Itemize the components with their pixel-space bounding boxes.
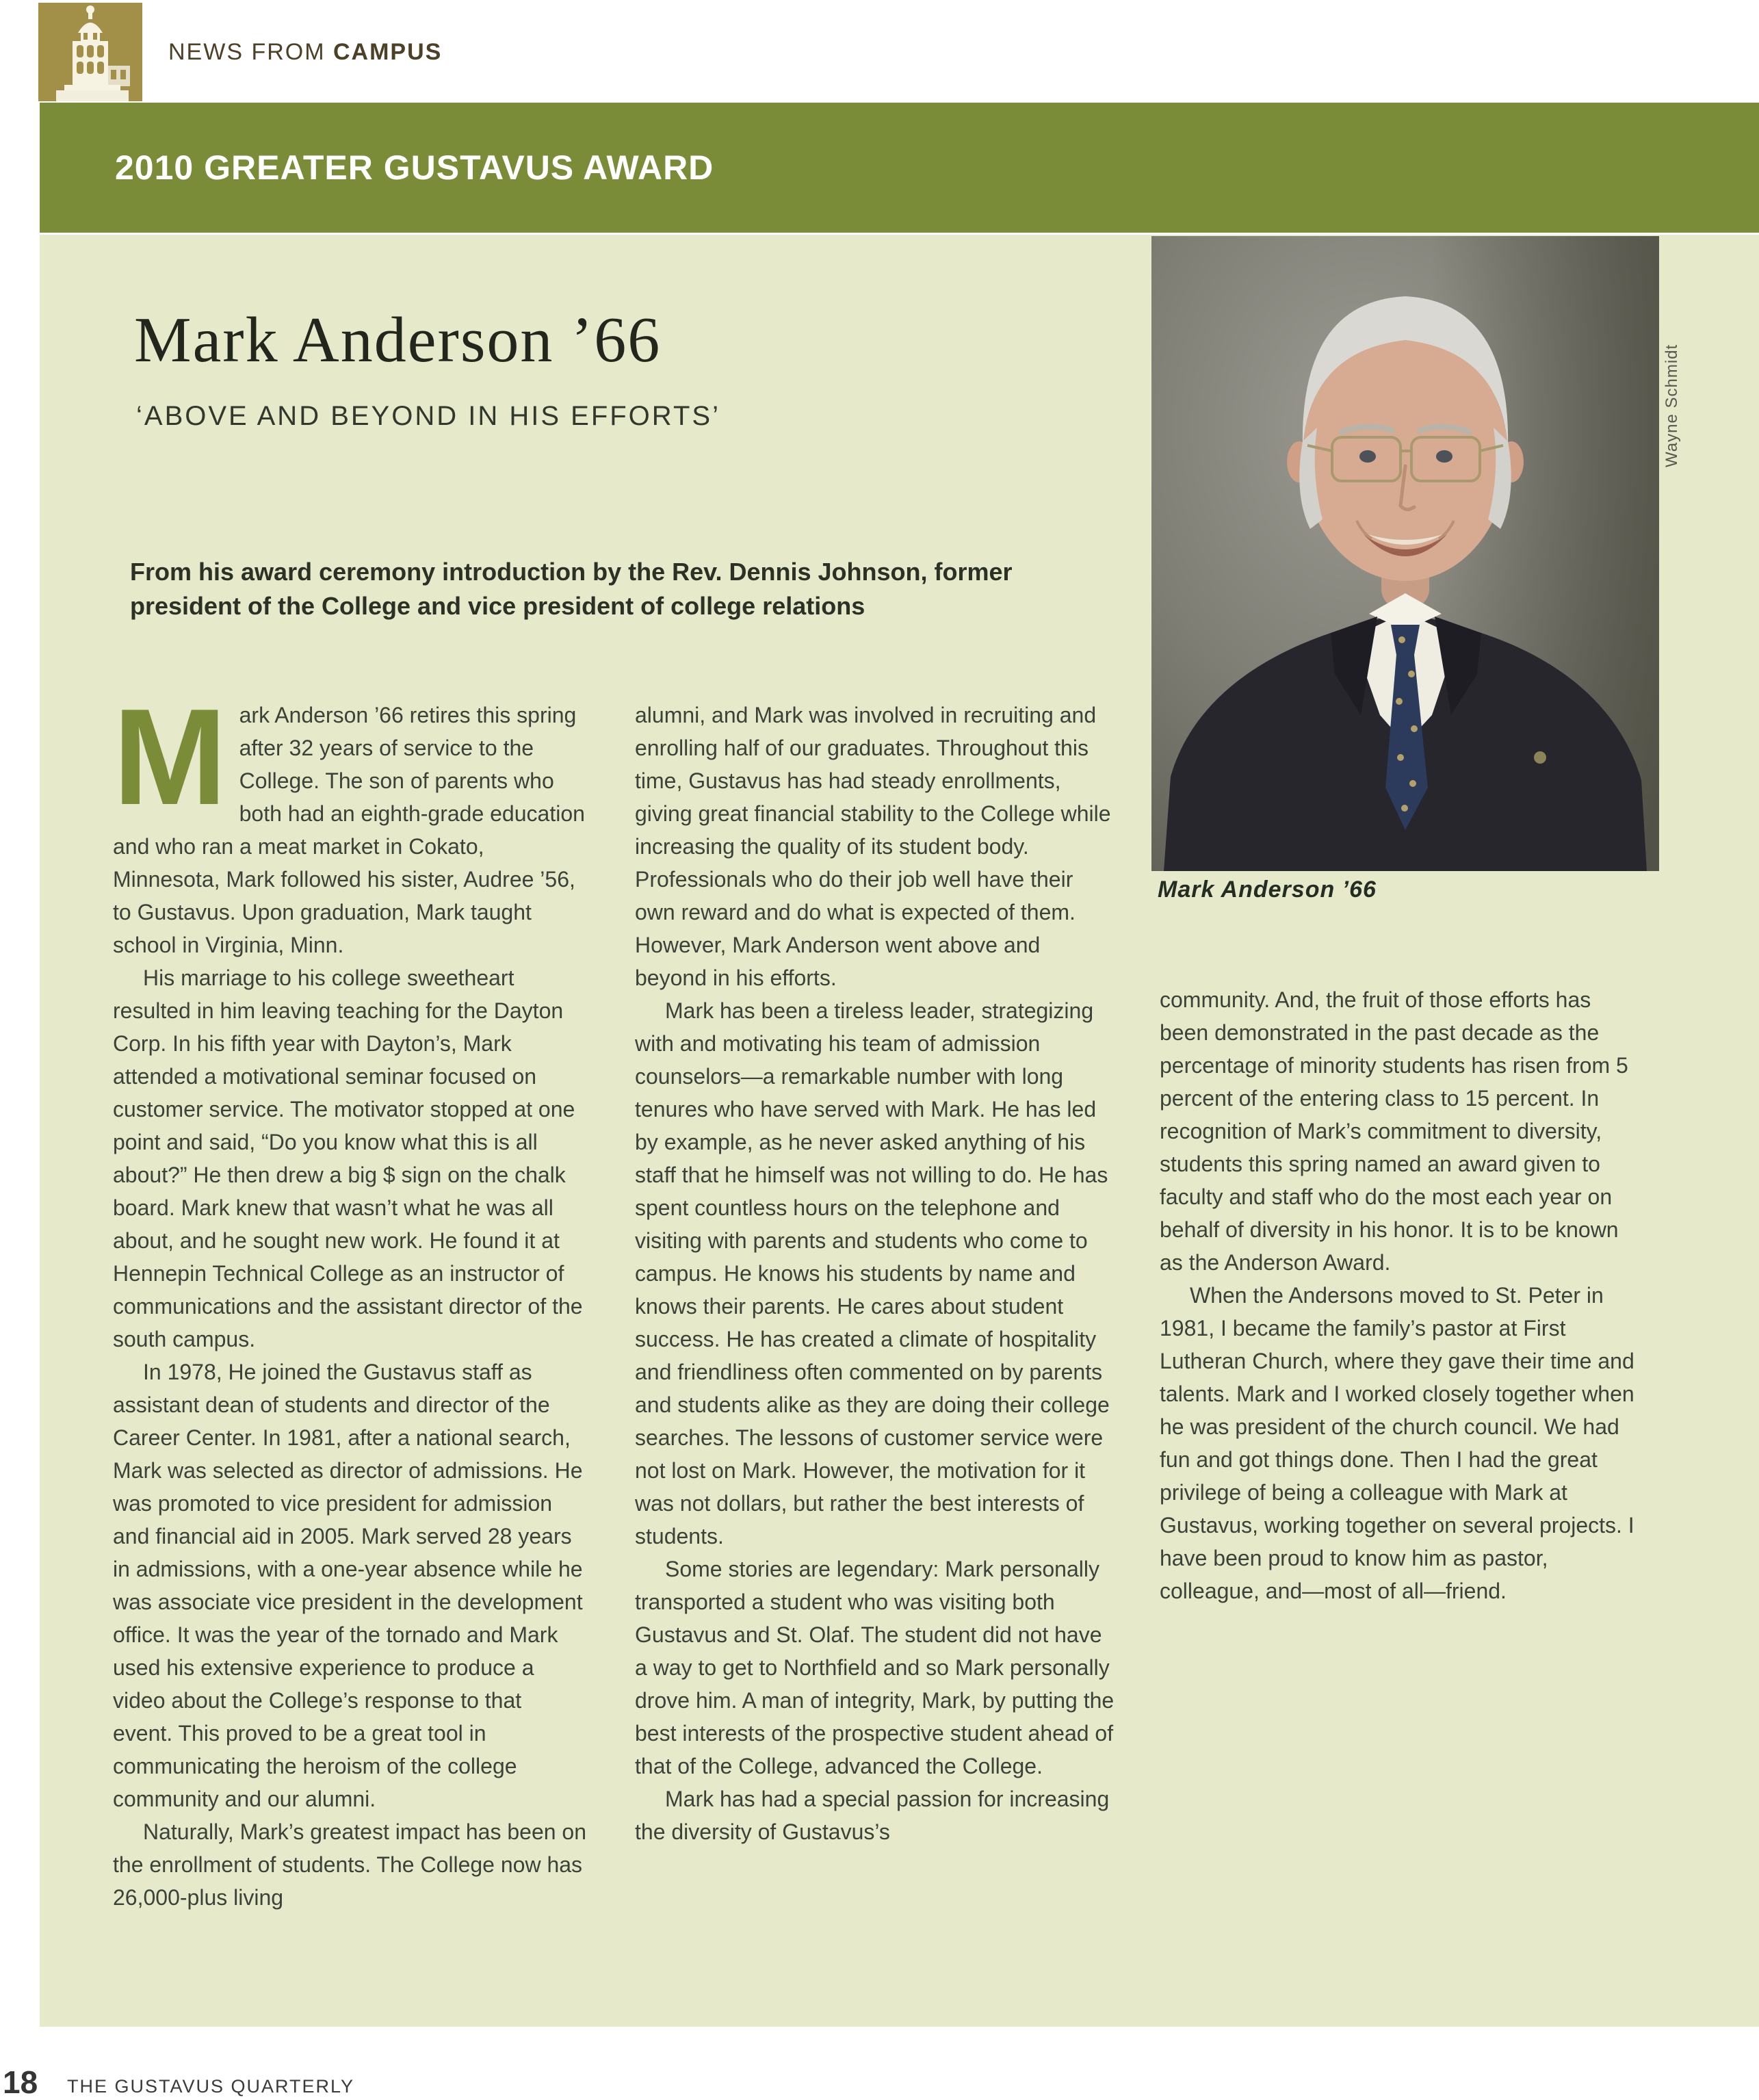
portrait-photo (1151, 236, 1659, 871)
photo-caption: Mark Anderson ’66 (1158, 877, 1377, 903)
old-main-tower-icon (38, 3, 142, 101)
article-column-2 (635, 699, 1115, 1848)
body-paragraph: Some stories are legendary: Mark personally transported a student who was visiting both Gustavus and St. Olaf. The student did not have a way to get to Northfield and so Mark personally drove him. A man of integrity, Mark, by putting the best interests of the prospective student ahead of that of the College, advanced the College. (635, 1557, 1115, 1778)
body-paragraph: When the Andersons moved to St. Peter in 1981, I became the family’s pastor at First Lutheran Church, where they gave their time and talents. Mark and I worked closely together when he was president of the church council. We had fun and got things done. Then I had the great privilege of being a colleague with Mark at Gustavus, working together on several projects. I have been proud to know him as pastor, colleague, and—most of all—friend. (1160, 1283, 1634, 1603)
body-paragraph: His marriage to his college sweetheart resulted in him leaving teaching for the Dayton Corp. In his fifth year with Dayton’s, Mark attended a motivational seminar focused on customer service. The motivator stopped at one point and said, “Do you know what this is all about?” He then drew a big $ sign on the chalk board. Mark knew that wasn’t what he was all about, and he sought new work. He found it at Hennepin Technical College as an instructor of communications and the assistant director of the south campus. (113, 965, 583, 1351)
body-paragraph: Mark Anderson ’66 retires this spring after 32 years of service to the College. The son of parents who both had an eighth-grade education and who ran a meat market in Cokato, Minnesota, Mark followed his sister, Audree ’56, to Gustavus. Upon graduation, Mark taught school in Virginia, Minn. (113, 681, 585, 957)
kicker-bold: CAMPUS (333, 39, 443, 65)
article-title: Mark Anderson ’66 (134, 304, 662, 376)
kicker-regular: NEWS FROM (168, 39, 333, 65)
article-column-1 (113, 681, 587, 1914)
body-paragraph: community. And, the fruit of those efforts has been demonstrated in the past decade as the percentage of minority students has risen from 5 percent of the entering class to 15 percent. In recognition of Mark’s commitment to diversity, students this spring named an award given to faculty and staff who do the most each year on behalf of diversity in his honor. It is to be known as the Anderson Award. (1160, 987, 1628, 1275)
photo-credit: Wayne Schmidt (1663, 343, 1681, 467)
body-paragraph: Mark has been a tireless leader, strategizing with and motivating his team of admission counselors—a remarkable number with long tenures who have served with Mark. He has led by example, as he never asked anything of his staff that he himself was not willing to do. He has spent countless hours on the telephone and visiting with parents and students who come to campus. He knows his students by name and knows their parents. He cares about student success. He has created a climate of hospitality and friendliness often commented on by parents and students alike as they are doing their college searches. The lessons of customer service were not lost on Mark. However, the motivation for it was not dollars, but rather the best interests of students. (635, 998, 1110, 1548)
body-paragraph: Mark has had a special passion for increasing the diversity of Gustavus’s (635, 1787, 1110, 1844)
section-kicker (168, 39, 442, 66)
body-paragraph: Naturally, Mark’s greatest impact has been on the enrollment of students. The College now has 26,000-plus living (113, 1819, 587, 1910)
article-intro: From his award ceremony introduction by the Rev. Dennis Johnson, former president of the College and vice president of college relations (130, 558, 1013, 620)
drop-cap: M (113, 681, 227, 833)
article-column-3 (1160, 983, 1644, 1607)
award-banner-title: 2010 GREATER GUSTAVUS AWARD (115, 148, 714, 187)
article-subtitle: ‘ABOVE AND BEYOND IN HIS EFFORTS’ (136, 401, 720, 431)
body-paragraph: In 1978, He joined the Gustavus staff as assistant dean of students and director of the Career Center. In 1981, after a national search, Mark was selected as director of admissions. He was promoted to vice president for admission and financial aid in 2005. Mark served 28 years in admissions, with a one-year absence while he was associate vice president in the development office. It was the year of the tornado and Mark used his extensive experience to produce a video about the College’s response to that event. This proved to be a great tool in communicating the heroism of the college community and our alumni. (113, 1360, 583, 1811)
article-sheet (40, 235, 1759, 2027)
award-banner (40, 103, 1759, 233)
page-number: 18 (3, 2064, 38, 2100)
magazine-name: THE GUSTAVUS QUARTERLY (67, 2076, 355, 2097)
body-paragraph: alumni, and Mark was involved in recruiting and enrolling half of our graduates. Throughout this time, Gustavus has had steady enrollments, giving great financial stability to the College while increasing the quality of its student body. Professionals who do their job well have their own reward and do what is expected of them. However, Mark Anderson went above and beyond in his efforts. (635, 703, 1111, 990)
